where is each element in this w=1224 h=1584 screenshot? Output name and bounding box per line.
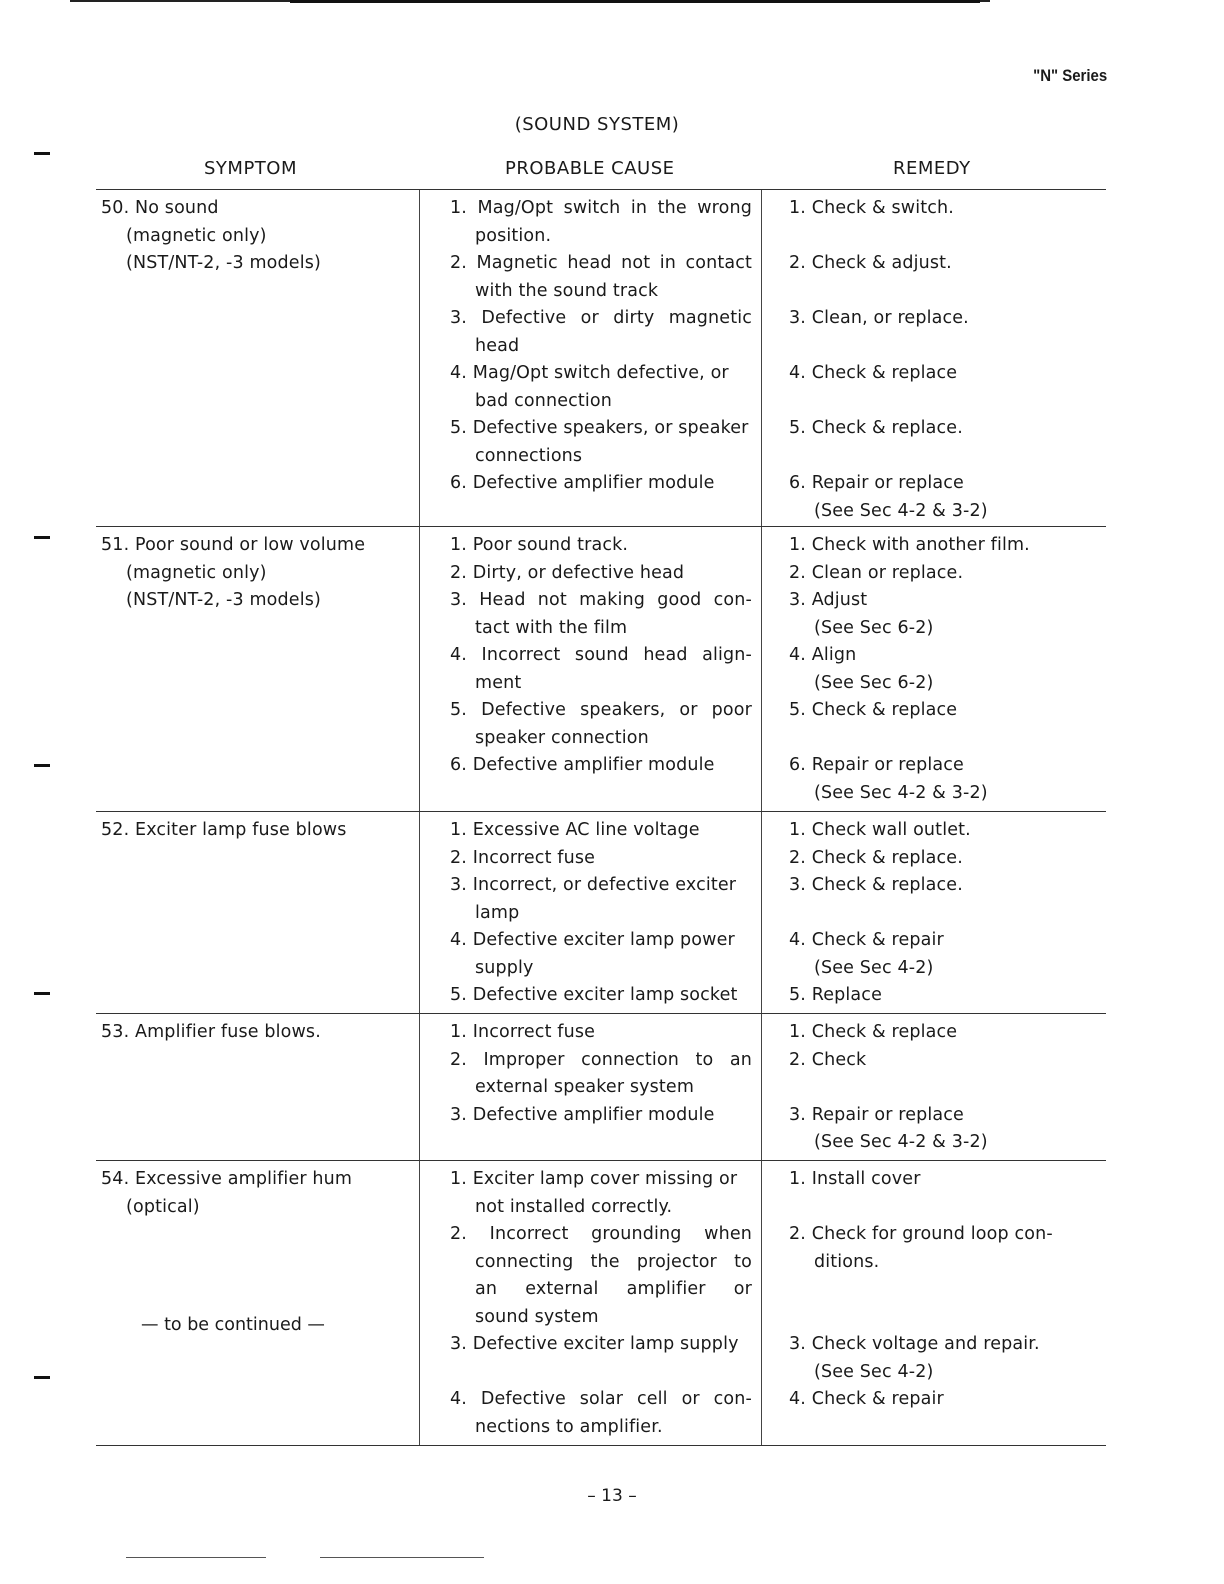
column-divider	[761, 812, 762, 1014]
probable-cause-text: bad connection	[475, 390, 613, 411]
remedy-text: 1. Check wall outlet.	[789, 820, 971, 840]
column-header-symptom: SYMPTOM	[204, 158, 297, 179]
table-row	[96, 189, 1106, 527]
probable-cause-text: 5. Defective speakers, or poor	[450, 700, 752, 720]
probable-cause-text: 2. Improper connection to an	[450, 1049, 752, 1070]
page-number: – 13 –	[587, 1486, 637, 1506]
symptom-text: (NST/NT-2, -3 models)	[126, 590, 321, 610]
probable-cause-text: speaker connection	[475, 727, 649, 748]
symptom-text: 52. Exciter lamp fuse blows	[101, 820, 347, 840]
column-divider	[761, 1014, 762, 1161]
remedy-text: (See Sec 4-2)	[814, 957, 934, 978]
remedy-text: (See Sec 4-2)	[814, 1361, 934, 1382]
remedy-text: 5. Replace	[789, 985, 882, 1005]
probable-cause-text: not installed correctly.	[475, 1196, 673, 1217]
probable-cause-text: 6. Defective amplifier module	[450, 473, 715, 493]
probable-cause-text: ment	[475, 672, 522, 693]
remedy-text: (See Sec 4-2 & 3-2)	[814, 1132, 988, 1152]
probable-cause-text: 1. Poor sound track.	[450, 535, 629, 555]
column-divider	[419, 1161, 420, 1445]
column-header-remedy: REMEDY	[893, 158, 971, 179]
remedy-text: 4. Check & replace	[789, 363, 958, 383]
table-row	[96, 1013, 1106, 1161]
column-divider	[419, 1014, 420, 1161]
probable-cause-text: 5. Defective exciter lamp socket	[450, 985, 738, 1005]
column-divider	[419, 812, 420, 1014]
remedy-text: 1. Install cover	[789, 1169, 921, 1189]
remedy-text: 3. Repair or replace	[789, 1104, 964, 1125]
probable-cause-text: 2. Incorrect fuse	[450, 847, 596, 868]
symptom-text: (NST/NT-2, -3 models)	[126, 253, 321, 273]
probable-cause-text: tact with the film	[475, 617, 628, 638]
probable-cause-text: 3. Defective amplifier module	[450, 1104, 715, 1125]
remedy-text: 1. Check & replace	[789, 1022, 958, 1042]
probable-cause-text: with the sound track	[475, 280, 659, 301]
probable-cause-text: connecting the projector to	[475, 1251, 752, 1272]
remedy-text: 1. Check & switch.	[789, 198, 954, 218]
probable-cause-text: 3. Defective exciter lamp supply	[450, 1334, 739, 1354]
footer-rule	[320, 1557, 484, 1558]
probable-cause-text: 4. Defective exciter lamp power	[450, 930, 735, 950]
column-header-probable-cause: PROBABLE CAUSE	[505, 158, 675, 179]
probable-cause-text: 2. Dirty, or defective head	[450, 562, 685, 583]
top-rule-heavy	[290, 0, 980, 3]
margin-mark	[34, 764, 50, 767]
symptom-text: 50. No sound	[101, 198, 219, 218]
remedy-text: 2. Check & adjust.	[789, 253, 952, 273]
probable-cause-text: 3. Head not making good con-	[450, 590, 752, 610]
symptom-text: 54. Excessive amplifier hum	[101, 1169, 353, 1189]
remedy-text: 3. Clean, or replace.	[789, 308, 969, 328]
margin-mark	[34, 992, 50, 995]
remedy-text: 5. Check & replace.	[789, 418, 963, 438]
probable-cause-text: sound system	[475, 1306, 599, 1327]
probable-cause-text: 2. Magnetic head not in contact	[450, 253, 752, 273]
remedy-text: (See Sec 4-2 & 3-2)	[814, 782, 988, 803]
remedy-text: 3. Check & replace.	[789, 875, 963, 895]
remedy-text: 6. Repair or replace	[789, 473, 964, 493]
probable-cause-text: 3. Defective or dirty magnetic	[450, 308, 752, 328]
probable-cause-text: supply	[475, 957, 534, 978]
footer-rule	[126, 1557, 266, 1558]
probable-cause-text: external speaker system	[475, 1077, 695, 1097]
probable-cause-text: 4. Defective solar cell or con-	[450, 1389, 752, 1409]
symptom-text: (optical)	[126, 1196, 200, 1217]
remedy-text: (See Sec 6-2)	[814, 672, 934, 693]
margin-mark	[34, 152, 50, 155]
probable-cause-text: 1. Exciter lamp cover missing or	[450, 1169, 738, 1189]
probable-cause-text: 5. Defective speakers, or speaker	[450, 418, 749, 438]
probable-cause-text: 6. Defective amplifier module	[450, 755, 715, 775]
probable-cause-text: 4. Mag/Opt switch defective, or	[450, 363, 729, 383]
symptom-text: (magnetic only)	[126, 225, 267, 246]
column-divider	[761, 527, 762, 812]
remedy-text: (See Sec 6-2)	[814, 617, 934, 638]
remedy-text: 2. Check	[789, 1049, 867, 1070]
column-divider	[761, 190, 762, 527]
remedy-text: 2. Clean or replace.	[789, 562, 964, 583]
margin-mark	[34, 1376, 50, 1379]
probable-cause-text: nections to amplifier.	[475, 1416, 663, 1437]
probable-cause-text: 4. Incorrect sound head align-	[450, 645, 752, 665]
series-label: "N" Series	[1032, 66, 1107, 85]
column-divider	[419, 527, 420, 812]
probable-cause-text: 3. Incorrect, or defective exciter	[450, 875, 737, 895]
symptom-text: 51. Poor sound or low volume	[101, 535, 366, 555]
remedy-text: 5. Check & replace	[789, 700, 958, 720]
column-divider	[761, 1161, 762, 1445]
remedy-text: ditions.	[814, 1251, 880, 1272]
symptom-text: (magnetic only)	[126, 562, 267, 583]
table-row	[96, 811, 1106, 1014]
remedy-text: 3. Adjust	[789, 590, 868, 610]
probable-cause-text: 1. Excessive AC line voltage	[450, 820, 700, 840]
remedy-text: 4. Align	[789, 645, 857, 665]
probable-cause-text: 1. Mag/Opt switch in the wrong	[450, 198, 752, 218]
probable-cause-text: an external amplifier or	[475, 1279, 752, 1299]
remedy-text: 3. Check voltage and repair.	[789, 1334, 1040, 1354]
probable-cause-text: lamp	[475, 902, 520, 923]
remedy-text: 6. Repair or replace	[789, 755, 964, 775]
remedy-text: 4. Check & repair	[789, 930, 944, 950]
continued-note: — to be continued —	[141, 1315, 325, 1335]
remedy-text: 1. Check with another film.	[789, 535, 1030, 555]
margin-mark	[34, 536, 50, 539]
table-row	[96, 526, 1106, 812]
remedy-text: 4. Check & repair	[789, 1389, 944, 1409]
remedy-text: (See Sec 4-2 & 3-2)	[814, 500, 988, 521]
column-divider	[419, 190, 420, 527]
symptom-text: 53. Amplifier fuse blows.	[101, 1022, 321, 1042]
probable-cause-text: position.	[475, 225, 552, 246]
probable-cause-text: connections	[475, 445, 583, 466]
probable-cause-text: 1. Incorrect fuse	[450, 1022, 596, 1042]
probable-cause-text: head	[475, 335, 520, 356]
probable-cause-text: 2. Incorrect grounding when	[450, 1224, 752, 1244]
table-row	[96, 1160, 1106, 1446]
remedy-text: 2. Check & replace.	[789, 847, 963, 868]
section-title: (SOUND SYSTEM)	[514, 114, 680, 135]
remedy-text: 2. Check for ground loop con-	[789, 1224, 1053, 1244]
